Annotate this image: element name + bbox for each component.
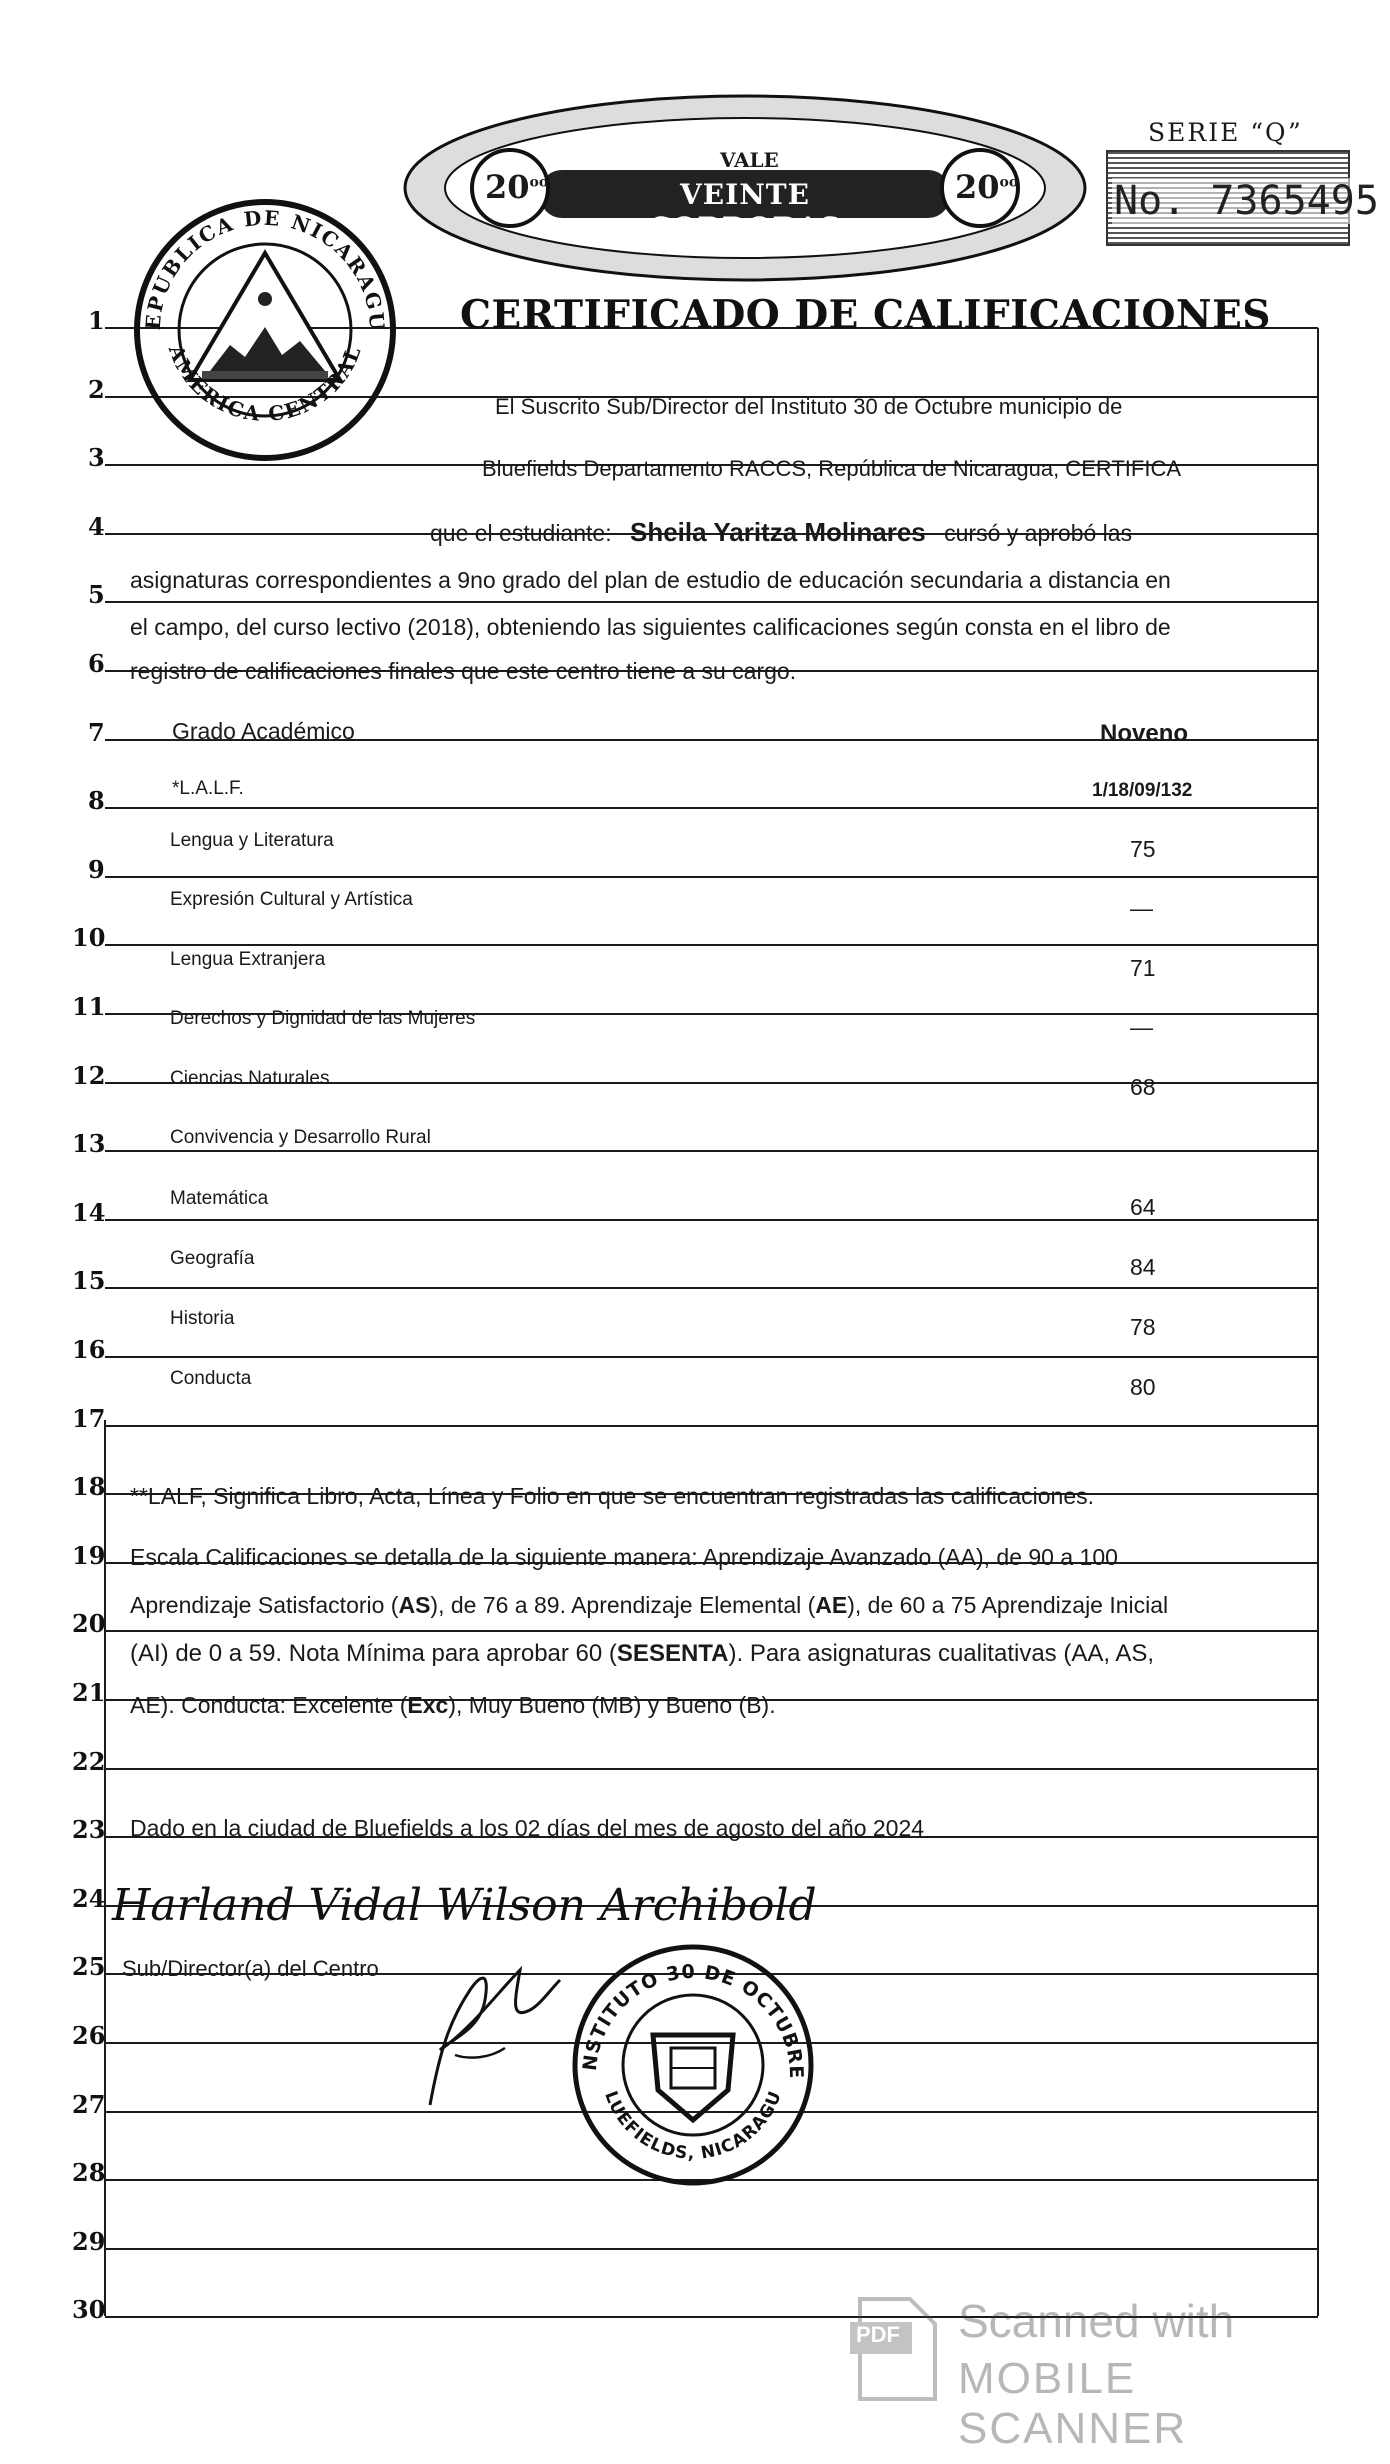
subject-grade: 68	[1130, 1074, 1156, 1100]
subject-name: Derechos y Dignidad de las Mujeres	[170, 1008, 476, 1029]
intro-line-6: el campo, del curso lectivo (2018), obteniendo las siguientes calificaciones según consta en el libro de	[130, 614, 1171, 640]
subject-grade: 78	[1130, 1314, 1156, 1340]
subject-grade: 64	[1130, 1194, 1156, 1220]
line-number: 3	[88, 443, 105, 472]
stamp-text-top: NSTITUTO 30 DE OCTUBRE	[578, 1960, 808, 2080]
stamp-banner	[395, 88, 1095, 288]
line-number: 30	[72, 2295, 106, 2324]
svg-text:REPUBLICA DE NICARAGUA	[130, 195, 389, 332]
line-number: 28	[72, 2158, 106, 2187]
line-number: 8	[88, 786, 105, 815]
line-number: 19	[72, 1541, 106, 1570]
scale-line-3	[130, 1640, 1154, 1668]
scale-line-4	[130, 1692, 776, 1719]
subject-name: Convivencia y Desarrollo Rural	[170, 1127, 431, 1148]
scanner-watermark	[850, 2290, 1330, 2453]
line-number: 26	[72, 2021, 106, 2050]
signature-scribble	[410, 1930, 570, 2120]
scale-line-2	[130, 1592, 1168, 1619]
subject-name: Conducta	[170, 1368, 252, 1389]
subject-name: Lengua y Literatura	[170, 830, 334, 851]
serie-label: SERIE “Q”	[1148, 118, 1303, 147]
line-number: 21	[72, 1678, 106, 1707]
scale-line-2-e: ), de 60 a 75 Aprendizaje Inicial	[847, 1592, 1169, 1618]
lalf-value: 1/18/09/132	[1092, 780, 1193, 801]
subject-name: Ciencias Naturales	[170, 1068, 330, 1089]
scale-line-2-c: ), de 76 a 89. Aprendizaje Elemental (	[430, 1592, 816, 1618]
subject-grade: 84	[1130, 1254, 1156, 1280]
document-title: CERTIFICADO DE CALIFICACIONES	[460, 292, 1271, 338]
line-number: 25	[72, 1952, 106, 1981]
scale-line-3-c: ). Para asignaturas cualitativas (AA, AS,	[728, 1640, 1155, 1667]
banner-vale: VALE	[720, 148, 779, 172]
banner-value-right-number: 20	[955, 168, 1000, 206]
subject-grade: 75	[1130, 836, 1156, 862]
intro-line-3: Bluefields Departamento RACCS, República de Nicaragua, CERTIFICA	[482, 456, 1182, 481]
line-number: 20	[72, 1609, 106, 1638]
subject-grade: 71	[1130, 955, 1156, 981]
seal-text-bottom: AMERICA CENTRAL	[163, 341, 367, 426]
grade-header-value: Noveno	[1100, 720, 1189, 747]
watermark-line-2: MOBILE SCANNER	[958, 2354, 1188, 2453]
signatory-title: Sub/Director(a) del Centro	[122, 1956, 379, 1981]
intro-line-4-prefix: que el estudiante:	[430, 520, 612, 546]
stamp-text-bottom: LUEFIELDS, NICARAGU	[600, 2088, 786, 2164]
subject-name: Historia	[170, 1308, 235, 1329]
subject-name: Lengua Extranjera	[170, 949, 326, 970]
line-number: 4	[88, 512, 105, 541]
banner-value-right-suffix: oo	[999, 174, 1019, 191]
lalf-label: *L.A.L.F.	[172, 778, 244, 799]
pdf-badge: PDF	[856, 2322, 900, 2347]
line-number: 10	[72, 923, 106, 952]
banner-veinte-cordobas: VEINTE CORDOBAS	[648, 178, 842, 244]
line-number: 1	[88, 306, 105, 335]
subject-grade: —	[1130, 895, 1153, 921]
subject-grade: —	[1130, 1014, 1153, 1040]
scale-line-2-a: Aprendizaje Satisfactorio (	[130, 1592, 399, 1618]
scale-line-1: Escala Calificaciones se detalla de la siguiente manera: Aprendizaje Avanzado (AA), de 90 a 100	[130, 1544, 1118, 1570]
intro-line-4-suffix: cursó y aprobó las	[944, 520, 1133, 546]
intro-line-4	[430, 517, 1132, 548]
scale-line-2-ae: AE	[815, 1592, 848, 1618]
scale-line-2-as: AS	[398, 1592, 431, 1618]
watermark-line-1: Scanned with	[958, 2295, 1235, 2347]
serial-number: No. 7365495	[1114, 178, 1379, 224]
line-number: 15	[72, 1266, 106, 1295]
banner-value-left	[485, 168, 548, 206]
subject-name: Geografía	[170, 1248, 255, 1269]
scale-line-4-exc: Exc	[407, 1692, 449, 1718]
line-number: 23	[72, 1815, 106, 1844]
subject-name: Matemática	[170, 1188, 269, 1209]
line-number: 24	[72, 1884, 106, 1913]
institute-stamp	[568, 1940, 818, 2190]
line-number: 11	[72, 992, 106, 1021]
scale-line-4-c: ), Muy Bueno (MB) y Bueno (B).	[448, 1692, 776, 1718]
line-number: 7	[88, 718, 105, 747]
line-number: 27	[72, 2090, 106, 2119]
line-number: 5	[88, 580, 105, 609]
banner-value-left-suffix: oo	[529, 174, 549, 191]
line-number: 12	[72, 1061, 106, 1090]
line-number: 6	[88, 649, 105, 678]
lalf-note: **LALF, Significa Libro, Acta, Línea y Folio en que se encuentran registradas las calificaciones.	[130, 1483, 1095, 1509]
line-number: 9	[88, 855, 105, 884]
intro-line-7: registro de calificaciones finales que este centro tiene a su cargo.	[130, 658, 797, 684]
line-number: 13	[72, 1129, 106, 1158]
svg-text:AMERICA CENTRAL	[163, 341, 366, 426]
line-number: 29	[72, 2227, 106, 2256]
pdf-file-icon	[850, 2294, 940, 2404]
banner-value-right	[955, 168, 1018, 206]
scale-line-4-a: AE). Conducta: Excelente (	[130, 1692, 408, 1718]
intro-line-2: El Suscrito Sub/Director del Instituto 30 de Octubre municipio de	[495, 394, 1123, 419]
line-number: 14	[72, 1198, 106, 1227]
grade-header-label: Grado Académico	[172, 718, 355, 744]
scale-line-3-a: (AI) de 0 a 59. Nota Mínima para aprobar 60 (	[130, 1640, 617, 1667]
intro-line-5: asignaturas correspondientes a 9no grado del plan de estudio de educación secundaria a distancia en	[130, 567, 1171, 593]
scale-line-3-sesenta: SESENTA	[616, 1640, 729, 1667]
line-number: 16	[72, 1335, 106, 1364]
line-number: 2	[88, 375, 105, 404]
line-number: 17	[72, 1404, 106, 1433]
svg-text:INSTITUTO 30 DE OCTUBRE	[568, 1940, 807, 2080]
seal-text-top: EPUBLICA DE NICARAGU	[140, 205, 390, 332]
signature-name: Harland Vidal Wilson Archibold	[112, 1880, 817, 1931]
nicaragua-seal	[130, 195, 400, 465]
date-line: Dado en la ciudad de Bluefields a los 02 días del mes de agosto del año 2024	[130, 1815, 925, 1841]
subject-name: Expresión Cultural y Artística	[170, 889, 413, 910]
banner-value-left-number: 20	[485, 168, 530, 206]
line-number: 18	[72, 1472, 106, 1501]
subject-grade: 80	[1130, 1374, 1156, 1400]
line-number: 22	[72, 1747, 106, 1776]
student-name: Sheila Yaritza Molinares	[629, 517, 926, 547]
